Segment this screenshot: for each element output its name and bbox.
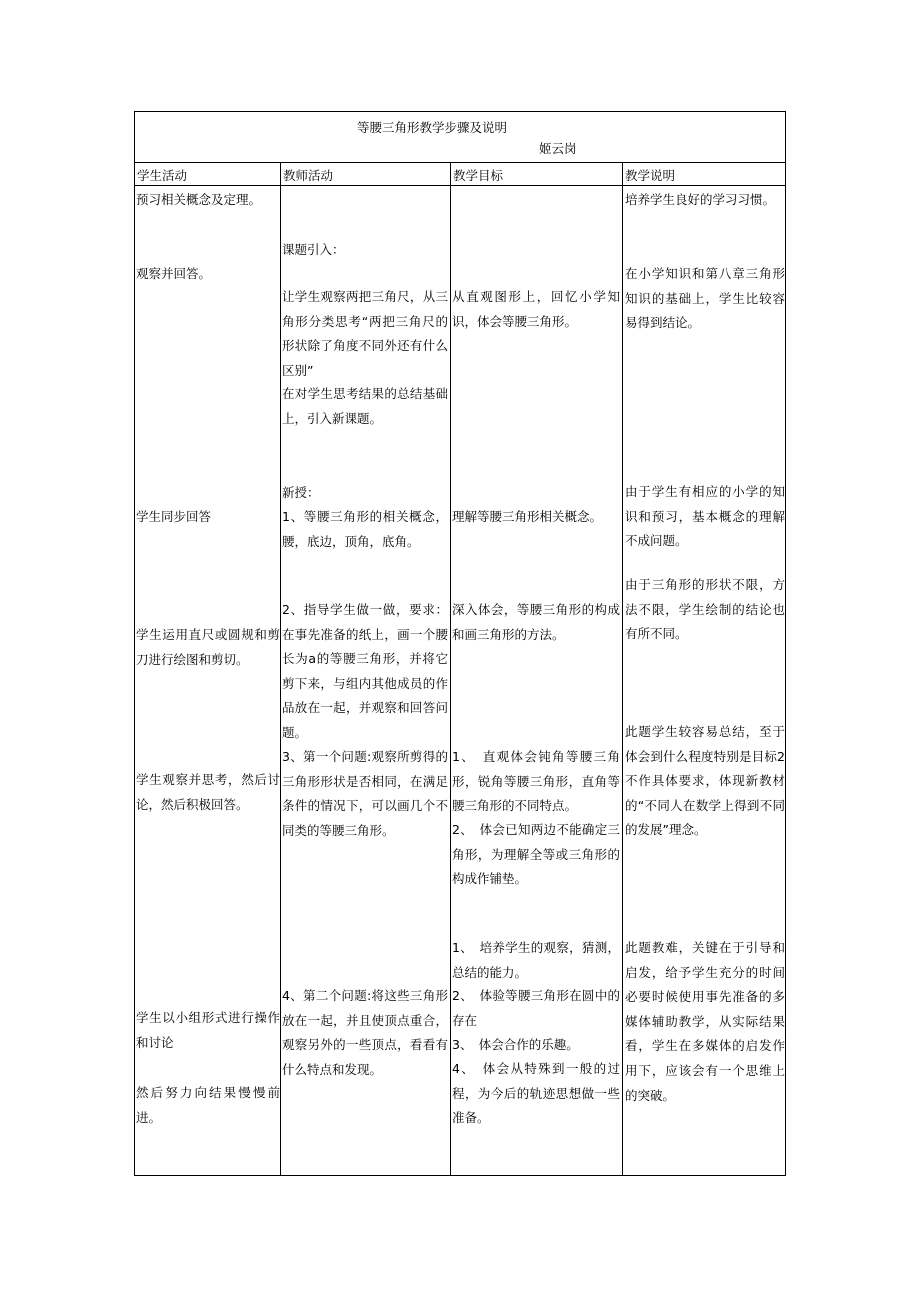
note-1: 培养学生良好的学习习惯。 (625, 192, 776, 207)
column-divider-3 (622, 162, 623, 1175)
student-activity-4: 学生运用直尺或圆规和剪刀进行绘图和剪切。 (136, 627, 280, 667)
student-activity-2: 观察并回答。 (136, 266, 212, 281)
objective-4-item-1: 1、 直观体会钝角等腰三角形，锐角等腰三角形，直角等腰三角形的不同特点。 (452, 749, 620, 814)
teacher-step-2: 2、指导学生做一做，要求：在事先准备的纸上，画一个腰长为a的等腰三角形，并将它剪下来，与组内其他成员的作品放在一起，并观察和回答问题。 (282, 602, 448, 740)
note-6: 此题教难，关键在于引导和启发，给予学生充分的时间必要时候使用事先准备的多媒体辅助教学，从实际结果看，学生在多媒体的启发作用下，应该会有一个思维上的突破。 (625, 940, 785, 1103)
teacher-intro-summary: 在对学生思考结果的总结基础上，引入新课题。 (282, 386, 448, 426)
teaching-objective-column (452, 188, 620, 1174)
teacher-activity-column (282, 188, 448, 1174)
header-divider (135, 185, 785, 186)
header-teaching-objective: 教学目标 (453, 168, 504, 183)
student-activity-3: 学生同步回答 (136, 509, 212, 524)
teacher-step-4: 4、第二个问题:将这些三角形放在一起，并且使顶点重合，观察另外的一些顶点，看看有什么特点和发现。 (282, 988, 448, 1077)
document-title: 等腰三角形教学步骤及说明 (357, 120, 508, 135)
header-student-activity: 学生活动 (137, 168, 188, 183)
header-teacher-activity: 教师活动 (283, 168, 334, 183)
column-divider-2 (450, 162, 451, 1175)
objective-5-item-4: 4、 体会从特殊到一般的过程，为今后的轨迹思想做一些准备。 (452, 1061, 620, 1126)
student-activity-6: 学生以小组形式进行操作和讨论 (136, 1010, 280, 1050)
objective-2: 理解等腰三角形相关概念。 (452, 509, 603, 524)
teacher-step-3: 3、第一个问题:观察所剪得的三角形形状是否相同，在满足条件的情况下，可以画几个不同类的等腰三角形。 (282, 749, 448, 838)
teacher-step-1: 1、等腰三角形的相关概念，腰，底边，顶角，底角。 (282, 509, 448, 549)
teacher-intro-heading: 课题引入： (282, 242, 345, 257)
student-activity-1: 预习相关概念及定理。 (136, 192, 262, 207)
objective-3: 深入体会，等腰三角形的构成和画三角形的方法。 (452, 602, 620, 642)
objective-1: 从直观图形上，回忆小学知识，体会等腰三角形。 (452, 289, 620, 329)
objective-5-item-3: 3、 体会合作的乐趣。 (452, 1037, 579, 1052)
note-4: 由于三角形的形状不限，方法不限，学生绘制的结论也有所不同。 (625, 577, 785, 642)
teacher-new-heading: 新授： (282, 485, 320, 500)
student-activity-5: 学生观察并思考，然后讨论，然后积极回答。 (136, 772, 280, 812)
teacher-intro-body: 让学生观察两把三角尺，从三角形分类思考“两把三角尺的形状除了角度不同外还有什么区别” (282, 289, 448, 378)
note-5: 此题学生较容易总结，至于体会到什么程度特别是目标2不作具体要求，体现新教材的“不同人在数学上得到不同的发展”理念。 (625, 724, 785, 838)
document-author: 姬云岗 (539, 141, 577, 156)
objective-5-item-2: 2、 体验等腰三角形在圆中的存在 (452, 988, 620, 1028)
title-divider (135, 162, 785, 163)
note-2: 在小学知识和第八章三角形知识的基础上，学生比较容易得到结论。 (625, 266, 785, 331)
column-divider-1 (280, 162, 281, 1175)
header-teaching-notes: 教学说明 (625, 168, 676, 183)
lesson-plan-table (134, 111, 786, 1176)
objective-4-item-2: 2、 体会已知两边不能确定三角形，为理解全等或三角形的构成作铺垫。 (452, 822, 620, 887)
teaching-notes-column (625, 188, 785, 1174)
note-3: 由于学生有相应的小学的知识和预习，基本概念的理解不成问题。 (625, 484, 785, 549)
student-activity-column (136, 188, 280, 1174)
student-activity-7: 然后努力向结果慢慢前进。 (136, 1085, 280, 1125)
title-area (135, 112, 785, 162)
objective-5-item-1: 1、 培养学生的观察，猜测，总结的能力。 (452, 940, 620, 980)
